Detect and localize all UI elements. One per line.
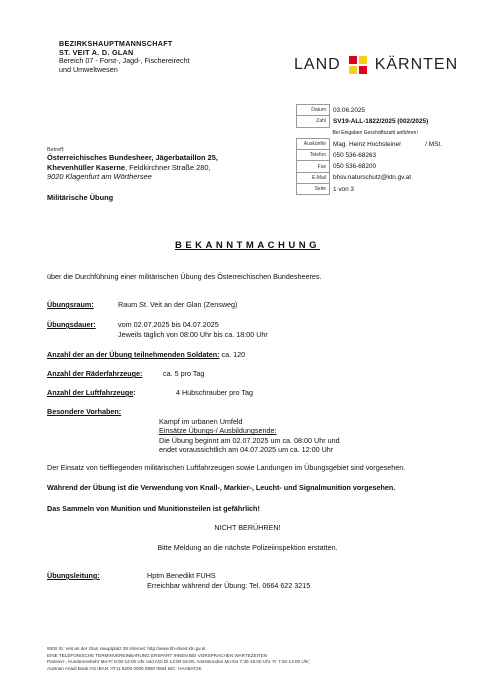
footer-hours: Parteien-, Kundenverkehr Mo-Fr 8:00-12:00 Uhr und AGI Di 13:00-16:00, Amtsstunden Mo-Do 7:30-16:00 Uhr, Fr 7:30-13:00 Uhr; [47,659,311,665]
soldaten-value: ca. 120 [221,350,246,359]
luft-label: Anzahl der Luftfahrzeuge [47,388,134,397]
email-value[interactable]: bhsv.naturschutz@ktn.gv.at [333,174,412,182]
raum-label: Übungsraum: [47,300,94,309]
luft-label-row: Anzahl der Luftfahrzeuge: [47,388,136,397]
telefon-label: Telefon [297,150,330,161]
rad-value: ca. 5 pro Tag [163,369,205,378]
leitung-contact: Erreichbar während der Übung: Tel. 0664 622 3215 [147,581,311,590]
paragraph-warning: Das Sammeln von Munition und Munitionsteilen ist gefährlich! [47,504,260,513]
fax-value: 050 536-68200 [333,163,376,171]
luft-value: 4 Hubschrauber pro Tag [176,388,253,397]
email-label: E-Mail [297,172,330,183]
zahl-label: Zahl [297,116,330,127]
footer-bank: Austrian Anadi Bank AG IBAN: AT11 5200 0000 0850 0584 BIC: HAABAT2K [47,665,202,671]
authority-name: BEZIRKSHAUPTMANNSCHAFT [59,39,173,48]
dauer-label: Übungsdauer: [47,320,96,329]
recipient-address: Khevenhüller Kaserne, Feldkirchner Straße 280, [47,162,211,172]
paragraph-luftfahrzeuge: Der Einsatz von tieffliegenden militärischen Luftfahrzeugen sowie Landungen im Übungsgebiet sind vorgesehen. [47,463,406,472]
paragraph-munition-use: Während der Übung ist die Verwendung von Knall-, Markier-, Leucht- und Signalmunition vorgesehen. [47,483,396,492]
besondere-label: Besondere Vorhaben: [47,407,122,416]
recipient-block [47,147,218,202]
raum-value: Raum St. Veit an der Glan (Zensweg) [118,300,238,309]
logo-text-left: LAND [294,56,341,73]
betreff-label: Betreff: [47,147,65,153]
dauer-value: vom 02.07.2025 bis 04.07.2025 [118,320,219,329]
land-kaernten-logo [294,56,458,74]
datum-label: Datum [297,105,330,116]
reference-info [296,104,443,195]
authority-department: Bereich 07 - Forst-, Jagd-, Fischereirecht [59,56,190,66]
subject: Militärische Übung [47,192,114,202]
intro-text: über die Durchführung einer militärischen Übung des Österreichischen Bundesheeres. [47,272,322,281]
leitung-label: Übungsleitung: [47,571,100,580]
logo-text-right: KÄRNTEN [374,56,459,73]
authority-block [59,40,190,74]
seite-value: 1 von 3 [333,185,354,193]
authority-department-cont: und Umweltwesen [59,64,118,74]
auskunft-value: Mag. Heinz Hochsteiner / MSt. [333,140,442,148]
zahl-value: SV19-ALL-1822/2025 (002/2025) [333,117,429,125]
recipient-name: Österreichisches Bundesheer, Jägerbataillon 25, [47,153,218,162]
authority-location: ST. VEIT A. D. GLAN [59,47,134,57]
do-not-touch: NICHT BERÜHREN! [214,523,281,532]
soldaten-label: Anzahl der an der Übung teilnehmenden Soldaten: [47,350,220,359]
leitung-name: Hptm Benedikt FUHS [147,571,216,580]
telefon-value: 050 536-68263 [333,151,376,159]
page-title: BEKANNTMACHUNG [174,240,321,251]
logo-mark-icon [349,56,367,74]
auskunft-extra: / MSt. [425,140,442,148]
dauer-times: Jeweils täglich von 08:00 Uhr bis ca. 18:00 Uhr [118,330,268,339]
zahl-note: Bei Eingaben Geschäftszahl anführen! [332,129,418,136]
police-notice: Bitte Meldung an die nächste Polizeiinspektion erstatten. [157,543,338,552]
rad-label: Anzahl der Räderfahrzeuge: [47,369,143,378]
besondere-line-1: Kampf im urbanen Umfeld [159,417,243,426]
recipient-city: 9020 Klagenfurt am Wörthersee [47,172,152,182]
footer-address: 9300 St. Veit an der Glan Hauptplatz 28 Internet: http://www.bh-stveit.ktn.gv.at [47,646,206,651]
seite-label: Seite [297,184,330,195]
soldaten-row [47,350,245,359]
fax-label: Fax [297,161,330,172]
besondere-details [159,417,340,455]
besondere-line-2: Einsätze Übungs-/ Ausbildungsende: [159,426,277,436]
auskunft-label: Auskünfte [297,138,330,149]
footer [47,646,310,672]
besondere-line-4: endet voraussichtlich am 04.07.2025 um ca. 12:00 Uhr [159,445,334,455]
footer-notice: EINE TELEFONISCHE TERMINVEREINBARUNG ERSPART IHNEN BEI VORSPRACHEN WARTEZEITEN [47,652,268,658]
datum-value: 03.06.2025 [333,106,365,114]
besondere-line-3: Die Übung beginnt am 02.07.2025 um ca. 08:00 Uhr und [159,435,340,445]
